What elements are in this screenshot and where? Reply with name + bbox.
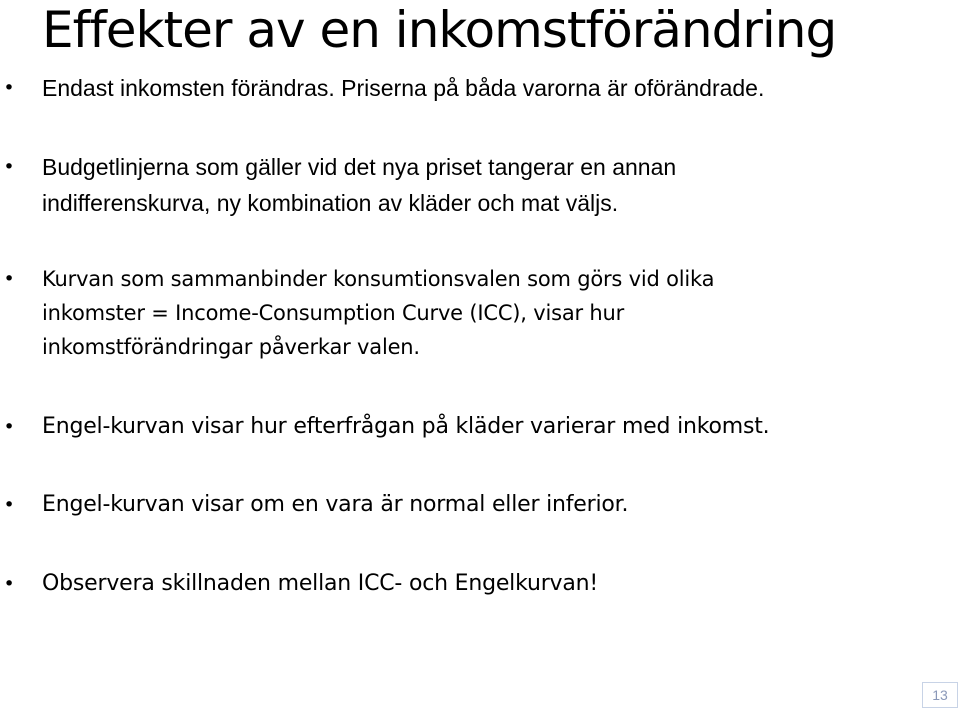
bullet-text	[42, 262, 942, 364]
bullet-line: inkomster = Income-Consumption Curve (ICC), visar hur	[42, 301, 625, 325]
bullet-dot-icon: •	[3, 77, 15, 99]
bullet-line: Engel-kurvan visar hur efterfrågan på kläder varierar med inkomst.	[42, 414, 770, 439]
bullet-line: Budgetlinjerna som gäller vid det nya priset tangerar en annan	[42, 154, 677, 180]
bullet-line: Observera skillnaden mellan ICC- och Engelkurvan!	[42, 571, 599, 596]
bullet-text	[42, 70, 942, 106]
bullet-dot-icon: •	[3, 268, 15, 290]
slide-title: Effekter av en inkomstförändring	[42, 1, 837, 59]
bullet-dot-icon: •	[3, 573, 15, 595]
bullet-text	[42, 566, 942, 602]
bullet-line: indifferenskurva, ny kombination av kläder och mat väljs.	[42, 190, 619, 216]
bullet-line: inkomstförändringar påverkar valen.	[42, 335, 420, 359]
bullet-text	[42, 149, 942, 221]
bullet-dot-icon: •	[3, 416, 15, 438]
bullet-dot-icon: •	[3, 156, 15, 178]
page-number: 13	[922, 682, 958, 708]
bullet-text	[42, 409, 942, 445]
bullet-line: Engel-kurvan visar om en vara är normal eller inferior.	[42, 492, 629, 517]
bullet-line: Endast inkomsten förändras. Priserna på båda varorna är oförändrade.	[42, 75, 765, 101]
bullet-text	[42, 487, 942, 523]
bullet-dot-icon: •	[3, 494, 15, 516]
bullet-line: Kurvan som sammanbinder konsumtionsvalen som görs vid olika	[42, 267, 715, 291]
